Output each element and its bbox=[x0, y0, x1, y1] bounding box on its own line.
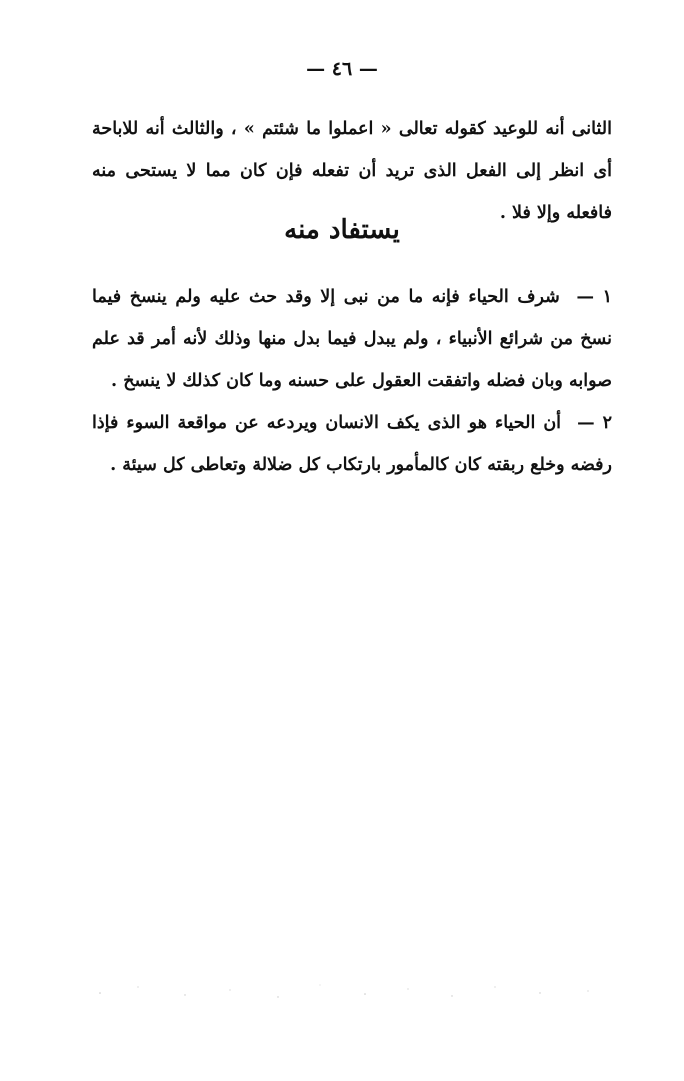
scan-specks bbox=[90, 975, 610, 1005]
section-heading: يستفاد منه bbox=[284, 215, 400, 245]
item-number: ١ — bbox=[576, 287, 613, 307]
item-text: شرف الحياء فإنه ما من نبى إلا وقد حث عليه ولم ينسخ فيما نسخ من شرائع الأنبياء ، ولم يبدل فيما بدل منها وذلك لأنه أمر قد علم صوابه وبان فضله واتفقت العقول على حسنه وما كان كذلك لا ينسخ . bbox=[92, 287, 612, 391]
page-number: — ٤٦ — bbox=[306, 58, 378, 80]
list-item bbox=[92, 402, 612, 486]
intro-paragraph: الثانى أنه للوعيد كقوله تعالى « اعملوا ما شئتم » ، والثالث أنه للاباحة أى انظر إلى الفعل الذى تريد أن تفعله فإن كان مما لا يستحى منه فافعله وإلا فلا . bbox=[92, 119, 612, 223]
item-number: ٢ — bbox=[577, 413, 613, 433]
item-text: أن الحياء هو الذى يكف الانسان ويردعه عن مواقعة السوء فإذا رفضه وخلع ربقته كان كالمأمور بارتكاب كل ضلالة وتعاطى كل سيئة . bbox=[92, 413, 612, 475]
list-item bbox=[92, 276, 612, 402]
